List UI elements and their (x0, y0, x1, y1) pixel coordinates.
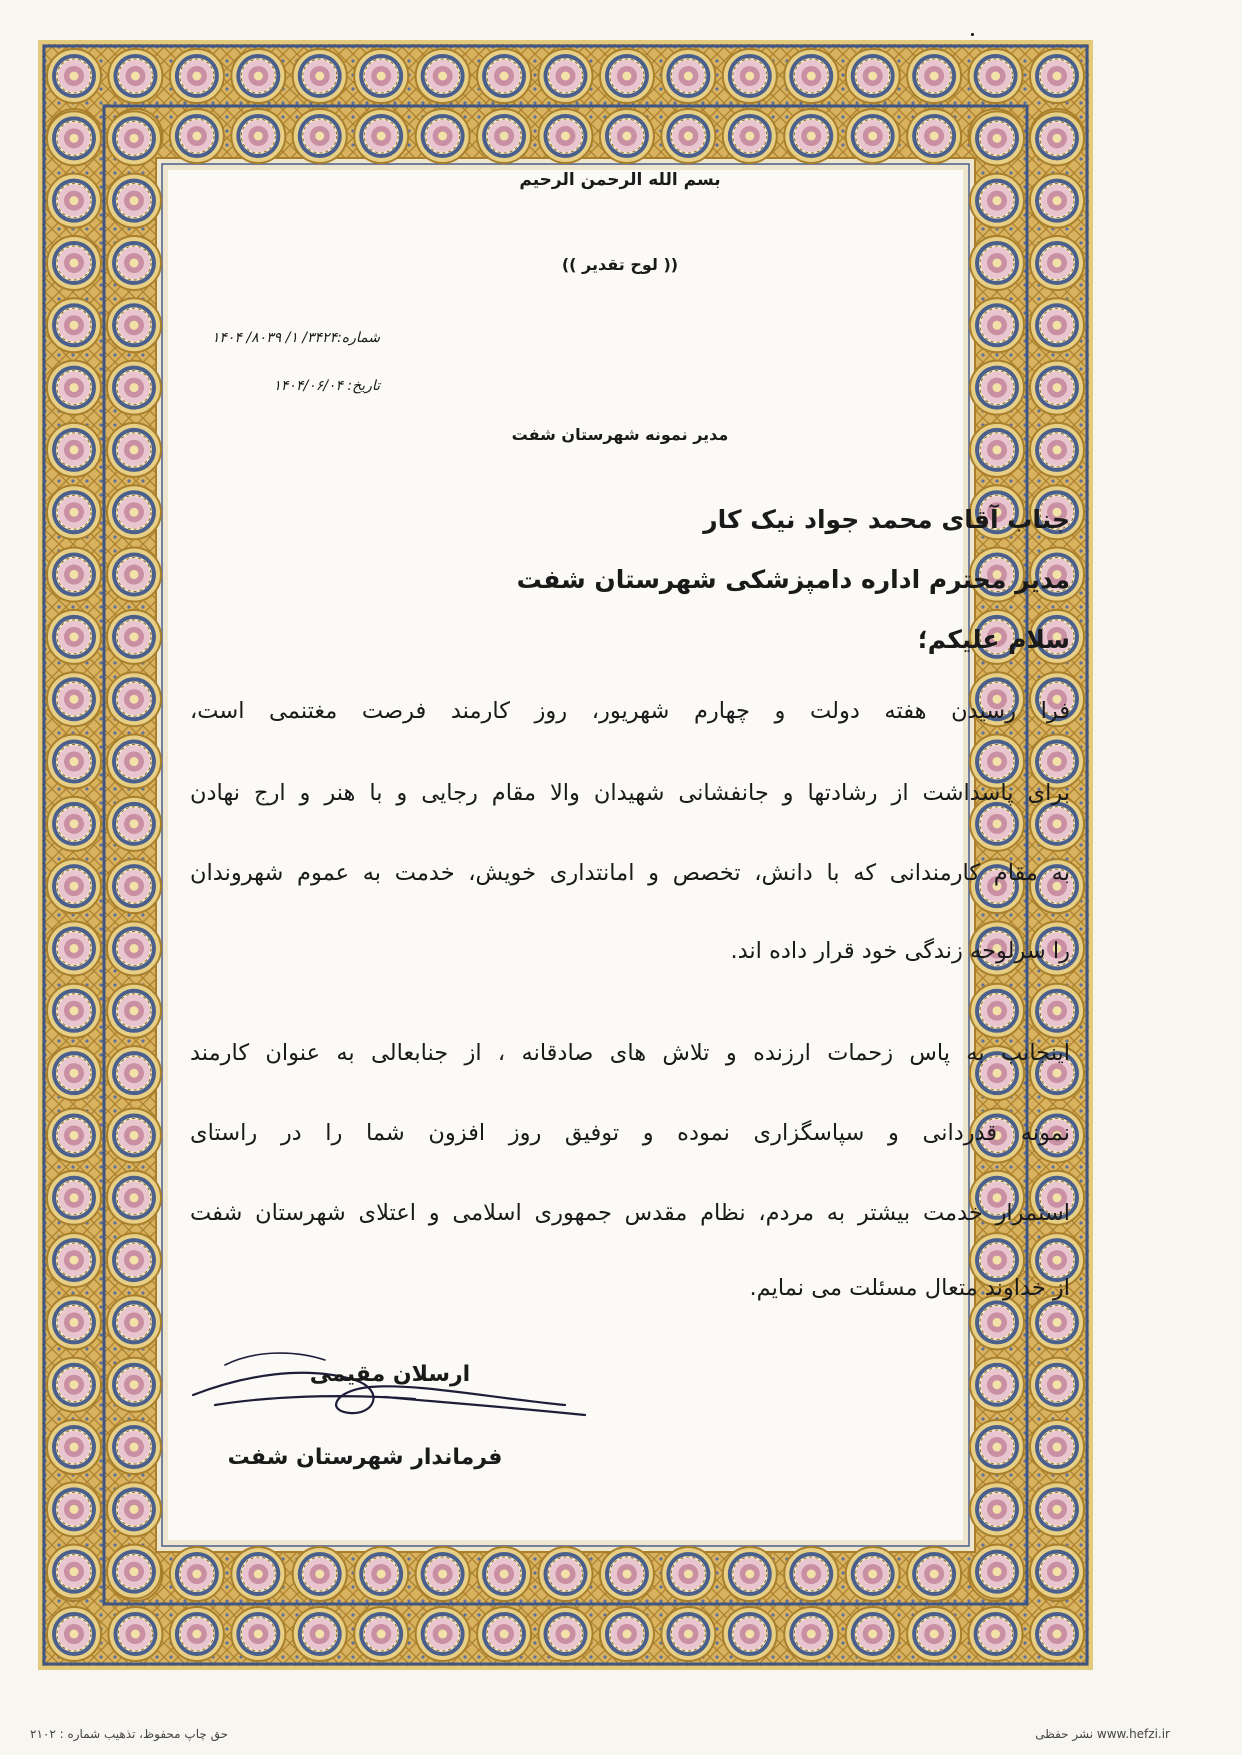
rosette-ornament (107, 1545, 161, 1599)
rosette-ornament (477, 1607, 531, 1661)
rosette-ornament (47, 859, 101, 913)
letter-number: شماره:۳۴۲۴/ ۱/ ۸۰۳۹/ ۱۴۰۴ (211, 330, 380, 346)
greeting: سلام علیکم؛ (917, 625, 1070, 654)
rosette-ornament (47, 361, 101, 415)
rosette-ornament (416, 109, 470, 163)
rosette-ornament (108, 1607, 162, 1661)
rosette-ornament (47, 236, 101, 290)
rosette-ornament (907, 109, 961, 163)
rosette-ornament (846, 1547, 900, 1601)
recipient-title: مدیر محترم اداره دامپزشکی شهرستان شفت (516, 565, 1070, 594)
rosette-ornament (47, 1171, 101, 1225)
rosette-ornament (47, 49, 101, 103)
rosette-ornament (47, 1358, 101, 1412)
rosette-ornament (107, 1420, 161, 1474)
rosette-ornament (293, 1607, 347, 1661)
rosette-ornament (47, 797, 101, 851)
rosette-ornament (107, 1108, 161, 1162)
rosette-ornament (477, 1547, 531, 1601)
rosette-ornament (354, 1607, 408, 1661)
rosette-ornament (907, 49, 961, 103)
rosette-ornament (969, 49, 1023, 103)
rosette-ornament (107, 1358, 161, 1412)
rosette-ornament (293, 49, 347, 103)
rosette-ornament (107, 1482, 161, 1536)
rosette-ornament (354, 49, 408, 103)
rosette-ornament (1030, 361, 1084, 415)
recipient-name: جناب آقای محمد جواد نیک کار (703, 505, 1070, 534)
rosette-ornament (47, 735, 101, 789)
rosette-ornament (723, 109, 777, 163)
rosette-ornament (539, 1607, 593, 1661)
rosette-ornament (231, 49, 285, 103)
paragraph2-line: اینجانب به پاس زحمات ارزنده و تلاش های صادقانه ، از جنابعالی به عنوان کارمند (190, 1040, 1070, 1066)
rosette-ornament (293, 1547, 347, 1601)
rosette-ornament (47, 1295, 101, 1349)
rosette-ornament (907, 1547, 961, 1601)
rosette-ornament (107, 672, 161, 726)
rosette-ornament (969, 1607, 1023, 1661)
rosette-ornament (170, 1547, 224, 1601)
handwritten-signature (185, 1335, 605, 1445)
rosette-ornament (970, 174, 1024, 228)
publisher-credit: www.hefzi.ir نشر حفظی (1035, 1727, 1170, 1741)
rosette-ornament (1030, 1420, 1084, 1474)
rosette-ornament (47, 672, 101, 726)
rosette-ornament (47, 174, 101, 228)
rosette-ornament (723, 1547, 777, 1601)
rosette-ornament (970, 236, 1024, 290)
rosette-ornament (661, 1547, 715, 1601)
rosette-ornament (47, 1046, 101, 1100)
rosette-ornament (846, 49, 900, 103)
rosette-ornament (1030, 1545, 1084, 1599)
rosette-ornament (846, 1607, 900, 1661)
rosette-ornament (970, 1545, 1024, 1599)
rosette-ornament (107, 1233, 161, 1287)
signer-name: ارسلان مقیمی (309, 1362, 471, 1387)
rosette-ornament (1030, 1482, 1084, 1536)
rosette-ornament (107, 485, 161, 539)
rosette-ornament (47, 1607, 101, 1661)
rosette-ornament (416, 1607, 470, 1661)
rosette-ornament (1030, 174, 1084, 228)
rosette-ornament (723, 1607, 777, 1661)
rosette-ornament (231, 109, 285, 163)
rosette-ornament (107, 174, 161, 228)
rosette-ornament (970, 984, 1024, 1038)
rosette-ornament (47, 610, 101, 664)
rosette-ornament (231, 1607, 285, 1661)
rosette-ornament (47, 111, 101, 165)
rosette-ornament (784, 49, 838, 103)
rosette-ornament (107, 298, 161, 352)
rosette-ornament (970, 423, 1024, 477)
rosette-ornament (970, 1358, 1024, 1412)
rosette-ornament (477, 109, 531, 163)
rosette-ornament (970, 1420, 1024, 1474)
rosette-ornament (47, 984, 101, 1038)
rosette-ornament (47, 298, 101, 352)
bismillah: بسم الله الرحمن الرحیم (519, 170, 721, 190)
letter-date: تاریخ: ۱۴۰۴/۰۶/۰۴ (273, 378, 380, 394)
rosette-ornament (970, 1295, 1024, 1349)
rosette-ornament (231, 1547, 285, 1601)
rosette-ornament (1030, 49, 1084, 103)
rosette-ornament (107, 921, 161, 975)
rosette-ornament (1030, 1607, 1084, 1661)
rosette-ornament (354, 1547, 408, 1601)
rosette-ornament (170, 49, 224, 103)
rosette-ornament (107, 797, 161, 851)
paragraph1-line: به مقام کارمندانی که با دانش، تخصص و امانتداری خویش، خدمت به عموم شهروندان (190, 860, 1070, 886)
rosette-ornament (600, 49, 654, 103)
rosette-ornament (1030, 984, 1084, 1038)
rosette-ornament (107, 735, 161, 789)
rosette-ornament (970, 1482, 1024, 1536)
rosette-ornament (47, 548, 101, 602)
rosette-ornament (107, 984, 161, 1038)
rosette-ornament (539, 49, 593, 103)
rosette-ornament (539, 1547, 593, 1601)
rosette-ornament (600, 1607, 654, 1661)
rosette-ornament (107, 610, 161, 664)
rosette-ornament (293, 109, 347, 163)
rosette-ornament (170, 1607, 224, 1661)
paragraph1-line: فرا رسیدن هفته دولت و چهارم شهریور، روز کارمند فرصت مغتنمی است، (190, 698, 1070, 724)
certificate-title: (( لوح تقدیر )) (561, 255, 679, 274)
subject-line: مدیر نمونه شهرستان شفت (511, 425, 729, 444)
rosette-ornament (47, 423, 101, 477)
rosette-ornament (47, 1420, 101, 1474)
rosette-ornament (108, 49, 162, 103)
rosette-ornament (784, 109, 838, 163)
rosette-ornament (47, 1482, 101, 1536)
rosette-ornament (47, 1233, 101, 1287)
rosette-ornament (416, 1547, 470, 1601)
rosette-ornament (661, 1607, 715, 1661)
rosette-ornament (47, 485, 101, 539)
rosette-ornament (354, 109, 408, 163)
rosette-ornament (47, 1108, 101, 1162)
rosette-ornament (970, 111, 1024, 165)
rosette-ornament (784, 1547, 838, 1601)
rosette-ornament (600, 1547, 654, 1601)
rosette-ornament (907, 1607, 961, 1661)
rosette-ornament (846, 109, 900, 163)
rosette-ornament (600, 109, 654, 163)
rosette-ornament (1030, 1358, 1084, 1412)
rosette-ornament (1030, 236, 1084, 290)
rosette-ornament (107, 236, 161, 290)
paragraph1-line: را سرلوحه زندگی خود قرار داده اند. (730, 938, 1070, 964)
speck (971, 33, 974, 36)
rosette-ornament (107, 111, 161, 165)
rosette-ornament (661, 49, 715, 103)
rosette-ornament (1030, 423, 1084, 477)
rosette-ornament (107, 1046, 161, 1100)
paragraph2-line: از خداوند متعال مسئلت می نمایم. (749, 1275, 1070, 1301)
rosette-ornament (970, 361, 1024, 415)
rosette-ornament (107, 548, 161, 602)
copyright-note: حق چاپ محفوظ، تذهیب شماره : ۲۱۰۲ (30, 1727, 229, 1741)
rosette-ornament (1030, 111, 1084, 165)
rosette-ornament (970, 298, 1024, 352)
rosette-ornament (477, 49, 531, 103)
rosette-ornament (107, 1295, 161, 1349)
rosette-ornament (170, 109, 224, 163)
paragraph1-line: برای پاسداشت از رشادتها و جانفشانی شهیدان والا مقام رجایی و با هنر و ارج نهادن (190, 780, 1070, 806)
rosette-ornament (723, 49, 777, 103)
rosette-ornament (1030, 1295, 1084, 1349)
rosette-ornament (47, 1545, 101, 1599)
rosette-ornament (416, 49, 470, 103)
paragraph2-line: استمرار خدمت بیشتر به مردم، نظام مقدس جمهوری اسلامی و اعتلای شهرستان شفت (190, 1200, 1070, 1226)
rosette-ornament (1030, 298, 1084, 352)
rosette-ornament (661, 109, 715, 163)
rosette-ornament (107, 423, 161, 477)
rosette-ornament (539, 109, 593, 163)
rosette-ornament (107, 1171, 161, 1225)
paragraph2-line: نمونه قدردانی و سپاسگزاری نموده و توفیق روز افزون شما را در راستای (190, 1120, 1070, 1146)
rosette-ornament (107, 361, 161, 415)
signer-title: فرماندار شهرستان شفت (227, 1445, 503, 1470)
rosette-ornament (47, 921, 101, 975)
rosette-ornament (107, 859, 161, 913)
rosette-ornament (784, 1607, 838, 1661)
